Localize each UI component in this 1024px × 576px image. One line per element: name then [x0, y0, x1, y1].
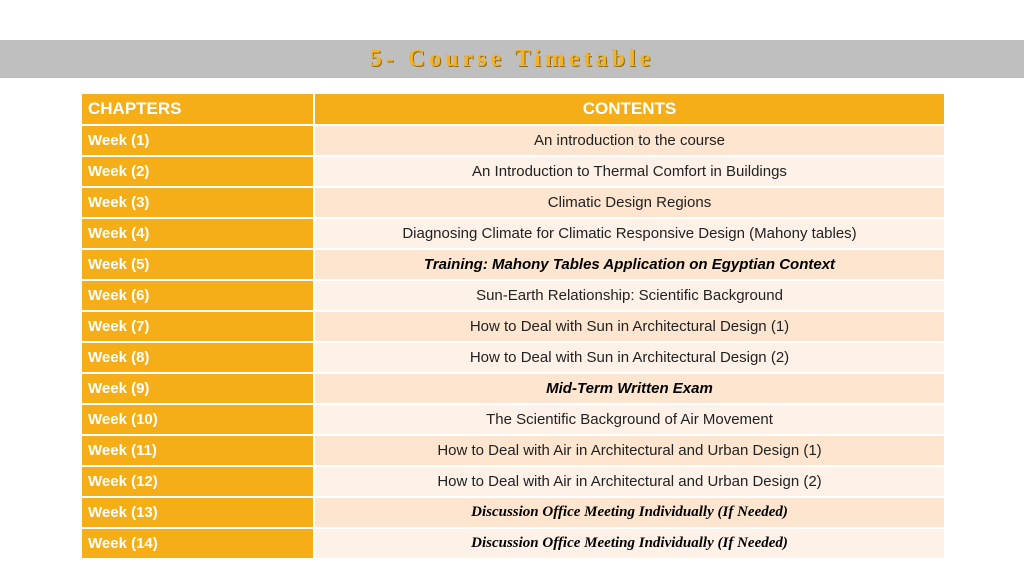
week-cell: Week (2): [81, 156, 314, 187]
content-cell: An introduction to the course: [314, 125, 945, 156]
week-cell: Week (4): [81, 218, 314, 249]
table-row: [81, 156, 945, 187]
table-row: [81, 528, 945, 559]
content-cell: How to Deal with Sun in Architectural Design (2): [314, 342, 945, 373]
week-cell: Week (8): [81, 342, 314, 373]
chapters-header: CHAPTERS: [81, 93, 314, 125]
table-row: [81, 218, 945, 249]
table-row: [81, 404, 945, 435]
content-cell: How to Deal with Air in Architectural and Urban Design (2): [314, 466, 945, 497]
content-cell: Sun-Earth Relationship: Scientific Background: [314, 280, 945, 311]
table-row: [81, 497, 945, 528]
week-cell: Week (9): [81, 373, 314, 404]
content-cell: Training: Mahony Tables Application on Egyptian Context: [314, 249, 945, 280]
content-cell: Climatic Design Regions: [314, 187, 945, 218]
content-cell: An Introduction to Thermal Comfort in Buildings: [314, 156, 945, 187]
week-cell: Week (13): [81, 497, 314, 528]
week-cell: Week (10): [81, 404, 314, 435]
week-cell: Week (3): [81, 187, 314, 218]
table-row: [81, 311, 945, 342]
week-cell: Week (11): [81, 435, 314, 466]
table-row: [81, 125, 945, 156]
table-row: [81, 373, 945, 404]
table-row: [81, 187, 945, 218]
content-cell: Mid-Term Written Exam: [314, 373, 945, 404]
contents-header: CONTENTS: [314, 93, 945, 125]
content-cell: The Scientific Background of Air Movement: [314, 404, 945, 435]
week-cell: Week (6): [81, 280, 314, 311]
content-cell: How to Deal with Sun in Architectural Design (1): [314, 311, 945, 342]
table-row: [81, 280, 945, 311]
table-header-row: [81, 93, 945, 125]
course-timetable: [80, 92, 946, 560]
content-cell: Discussion Office Meeting Individually (If Needed): [314, 528, 945, 559]
week-cell: Week (5): [81, 249, 314, 280]
content-cell: Discussion Office Meeting Individually (If Needed): [314, 497, 945, 528]
week-cell: Week (12): [81, 466, 314, 497]
title-bar: [0, 40, 1024, 78]
week-cell: Week (1): [81, 125, 314, 156]
week-cell: Week (7): [81, 311, 314, 342]
table-row: [81, 342, 945, 373]
timetable-body: [81, 125, 945, 559]
content-cell: How to Deal with Air in Architectural and Urban Design (1): [314, 435, 945, 466]
content-cell: Diagnosing Climate for Climatic Responsive Design (Mahony tables): [314, 218, 945, 249]
week-cell: Week (14): [81, 528, 314, 559]
table-row: [81, 249, 945, 280]
page-title: 5- Course Timetable: [369, 45, 655, 72]
table-row: [81, 435, 945, 466]
table-row: [81, 466, 945, 497]
